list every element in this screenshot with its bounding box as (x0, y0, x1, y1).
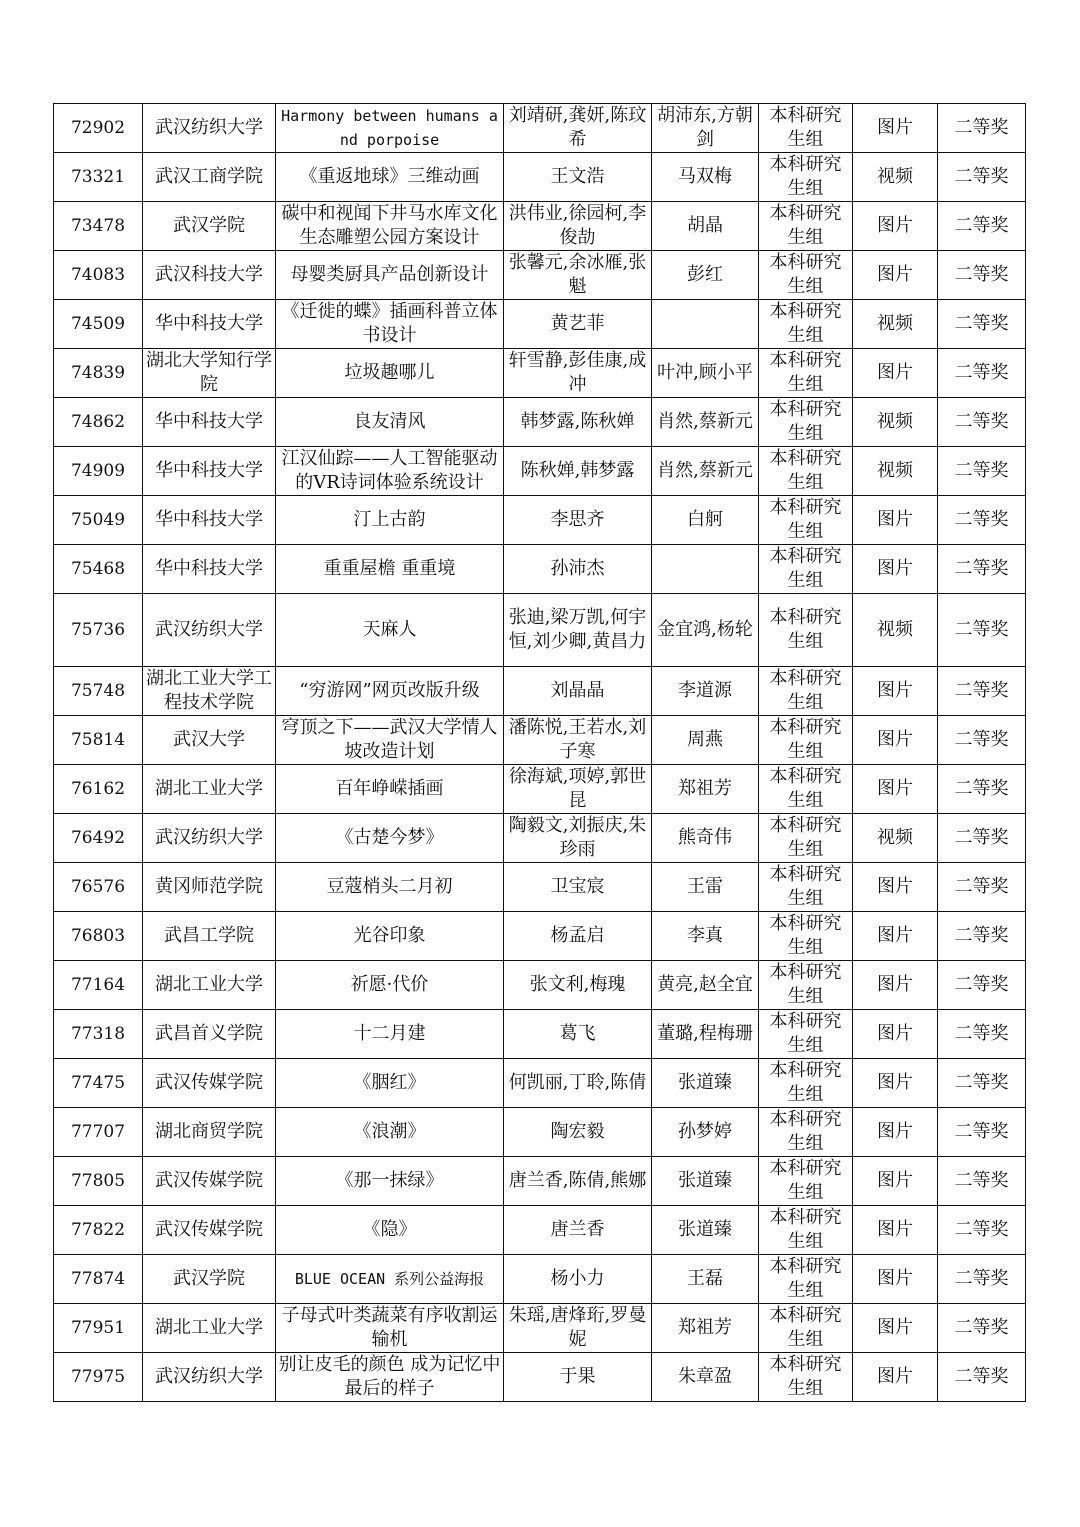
authors-cell: 韩梦露,陈秋婵 (504, 398, 652, 447)
award-level-cell: 二等奖 (938, 398, 1026, 447)
group-cell: 本科研究生组 (759, 765, 853, 814)
category-cell: 视频 (853, 447, 938, 496)
advisor-cell: 孙梦婷 (652, 1108, 759, 1157)
advisor-cell: 熊奇伟 (652, 814, 759, 863)
award-level-cell: 二等奖 (938, 1255, 1026, 1304)
table-row (54, 447, 1026, 496)
table-row (54, 1353, 1026, 1402)
category-cell: 图片 (853, 1010, 938, 1059)
award-id-cell: 76492 (54, 814, 143, 863)
authors-cell: 唐兰香 (504, 1206, 652, 1255)
award-id-cell: 75468 (54, 545, 143, 594)
group-cell: 本科研究生组 (759, 594, 853, 667)
group-cell: 本科研究生组 (759, 104, 853, 153)
school-cell: 武汉纺织大学 (143, 594, 276, 667)
advisor-cell: 董璐,程梅珊 (652, 1010, 759, 1059)
table-row (54, 667, 1026, 716)
award-id-cell: 76803 (54, 912, 143, 961)
work-title-cell: 子母式叶类蔬菜有序收割运输机 (276, 1304, 504, 1353)
category-cell: 图片 (853, 545, 938, 594)
group-cell: 本科研究生组 (759, 1010, 853, 1059)
award-level-cell: 二等奖 (938, 961, 1026, 1010)
advisor-cell: 王磊 (652, 1255, 759, 1304)
category-cell: 视频 (853, 594, 938, 667)
school-cell: 湖北工业大学 (143, 1304, 276, 1353)
work-title-cell: 十二月建 (276, 1010, 504, 1059)
award-id-cell: 75814 (54, 716, 143, 765)
award-level-cell: 二等奖 (938, 594, 1026, 667)
award-level-cell: 二等奖 (938, 202, 1026, 251)
award-level-cell: 二等奖 (938, 1059, 1026, 1108)
work-title-cell: 《隐》 (276, 1206, 504, 1255)
award-id-cell: 73321 (54, 153, 143, 202)
award-id-cell: 75049 (54, 496, 143, 545)
award-id-cell: 77805 (54, 1157, 143, 1206)
work-title-cell: 垃圾趣哪儿 (276, 349, 504, 398)
work-title-cell: 汀上古韵 (276, 496, 504, 545)
category-cell: 图片 (853, 961, 938, 1010)
category-cell: 图片 (853, 1206, 938, 1255)
category-cell: 视频 (853, 398, 938, 447)
table-row (54, 545, 1026, 594)
advisor-cell: 李道源 (652, 667, 759, 716)
table-row (54, 496, 1026, 545)
school-cell: 武汉传媒学院 (143, 1059, 276, 1108)
school-cell: 华中科技大学 (143, 300, 276, 349)
category-cell: 视频 (853, 153, 938, 202)
award-level-cell: 二等奖 (938, 1353, 1026, 1402)
award-level-cell: 二等奖 (938, 1010, 1026, 1059)
advisor-cell: 张道臻 (652, 1206, 759, 1255)
work-title-cell: 别让皮毛的颜色 成为记忆中最后的样子 (276, 1353, 504, 1402)
award-level-cell: 二等奖 (938, 251, 1026, 300)
award-level-cell: 二等奖 (938, 716, 1026, 765)
group-cell: 本科研究生组 (759, 814, 853, 863)
work-title-cell: 《浪潮》 (276, 1108, 504, 1157)
authors-cell: 刘靖研,龚妍,陈玟希 (504, 104, 652, 153)
category-cell: 图片 (853, 765, 938, 814)
work-title-cell: 《重返地球》三维动画 (276, 153, 504, 202)
school-cell: 武汉纺织大学 (143, 1353, 276, 1402)
group-cell: 本科研究生组 (759, 912, 853, 961)
award-id-cell: 74509 (54, 300, 143, 349)
award-id-cell: 77874 (54, 1255, 143, 1304)
award-level-cell: 二等奖 (938, 912, 1026, 961)
work-title-cell: 豆蔻梢头二月初 (276, 863, 504, 912)
school-cell: 武汉大学 (143, 716, 276, 765)
school-cell: 武汉纺织大学 (143, 104, 276, 153)
table-row (54, 104, 1026, 153)
authors-cell: 轩雪静,彭佳康,成冲 (504, 349, 652, 398)
group-cell: 本科研究生组 (759, 1157, 853, 1206)
work-title-cell: 《那一抹绿》 (276, 1157, 504, 1206)
authors-cell: 卫宝宸 (504, 863, 652, 912)
advisor-cell: 郑祖芳 (652, 1304, 759, 1353)
category-cell: 图片 (853, 1255, 938, 1304)
table-row (54, 765, 1026, 814)
category-cell: 图片 (853, 104, 938, 153)
work-title-cell: BLUE OCEAN 系列公益海报 (276, 1255, 504, 1304)
award-rows (54, 104, 1026, 1402)
table-row (54, 1206, 1026, 1255)
advisor-cell (652, 300, 759, 349)
category-cell: 视频 (853, 814, 938, 863)
work-title-cell: 母婴类厨具产品创新设计 (276, 251, 504, 300)
school-cell: 武昌工学院 (143, 912, 276, 961)
group-cell: 本科研究生组 (759, 1353, 853, 1402)
award-id-cell: 74083 (54, 251, 143, 300)
award-id-cell: 74909 (54, 447, 143, 496)
authors-cell: 陈秋婵,韩梦露 (504, 447, 652, 496)
advisor-cell: 黄亮,赵全宜 (652, 961, 759, 1010)
category-cell: 图片 (853, 202, 938, 251)
group-cell: 本科研究生组 (759, 496, 853, 545)
authors-cell: 唐兰香,陈倩,熊娜 (504, 1157, 652, 1206)
advisor-cell: 彭红 (652, 251, 759, 300)
work-title-cell: 江汉仙踪——人工智能驱动的VR诗词体验系统设计 (276, 447, 504, 496)
category-cell: 图片 (853, 349, 938, 398)
award-level-cell: 二等奖 (938, 104, 1026, 153)
category-cell: 图片 (853, 912, 938, 961)
award-level-cell: 二等奖 (938, 349, 1026, 398)
award-level-cell: 二等奖 (938, 300, 1026, 349)
work-title-cell: 祈愿·代价 (276, 961, 504, 1010)
authors-cell: 张馨元,余冰雁,张魁 (504, 251, 652, 300)
award-level-cell: 二等奖 (938, 153, 1026, 202)
advisor-cell: 张道臻 (652, 1157, 759, 1206)
award-level-cell: 二等奖 (938, 765, 1026, 814)
advisor-cell: 白舸 (652, 496, 759, 545)
table-row (54, 1157, 1026, 1206)
category-cell: 图片 (853, 1157, 938, 1206)
advisor-cell: 叶冲,顾小平 (652, 349, 759, 398)
group-cell: 本科研究生组 (759, 1206, 853, 1255)
advisor-cell: 周燕 (652, 716, 759, 765)
authors-cell: 何凯丽,丁聆,陈倩 (504, 1059, 652, 1108)
category-cell: 图片 (853, 1059, 938, 1108)
award-id-cell: 77975 (54, 1353, 143, 1402)
school-cell: 华中科技大学 (143, 398, 276, 447)
work-title-cell: “穷游网”网页改版升级 (276, 667, 504, 716)
award-id-cell: 74862 (54, 398, 143, 447)
work-title-cell: 《胭红》 (276, 1059, 504, 1108)
award-id-cell: 77164 (54, 961, 143, 1010)
award-id-cell: 73478 (54, 202, 143, 251)
authors-cell: 陶毅文,刘振庆,朱珍雨 (504, 814, 652, 863)
table-row (54, 153, 1026, 202)
advisor-cell: 王雷 (652, 863, 759, 912)
table-row (54, 594, 1026, 667)
group-cell: 本科研究生组 (759, 398, 853, 447)
authors-cell: 刘晶晶 (504, 667, 652, 716)
award-level-cell: 二等奖 (938, 545, 1026, 594)
advisor-cell (652, 545, 759, 594)
school-cell: 武昌首义学院 (143, 1010, 276, 1059)
authors-cell: 陶宏毅 (504, 1108, 652, 1157)
group-cell: 本科研究生组 (759, 961, 853, 1010)
group-cell: 本科研究生组 (759, 545, 853, 594)
table-row (54, 912, 1026, 961)
table-row (54, 1108, 1026, 1157)
category-cell: 图片 (853, 667, 938, 716)
school-cell: 武汉学院 (143, 1255, 276, 1304)
group-cell: 本科研究生组 (759, 447, 853, 496)
award-level-cell: 二等奖 (938, 1304, 1026, 1353)
group-cell: 本科研究生组 (759, 251, 853, 300)
advisor-cell: 张道臻 (652, 1059, 759, 1108)
work-title-cell: 光谷印象 (276, 912, 504, 961)
award-level-cell: 二等奖 (938, 667, 1026, 716)
group-cell: 本科研究生组 (759, 300, 853, 349)
work-title-cell: 《古楚今梦》 (276, 814, 504, 863)
authors-cell: 葛飞 (504, 1010, 652, 1059)
work-title-cell: 碳中和视闻下井马水库文化生态雕塑公园方案设计 (276, 202, 504, 251)
work-title-cell: 百年峥嵘插画 (276, 765, 504, 814)
table-row (54, 1010, 1026, 1059)
school-cell: 黄冈师范学院 (143, 863, 276, 912)
category-cell: 图片 (853, 1108, 938, 1157)
group-cell: 本科研究生组 (759, 863, 853, 912)
school-cell: 武汉传媒学院 (143, 1206, 276, 1255)
group-cell: 本科研究生组 (759, 1059, 853, 1108)
group-cell: 本科研究生组 (759, 153, 853, 202)
table-row (54, 1255, 1026, 1304)
authors-cell: 徐海斌,项婷,郭世昆 (504, 765, 652, 814)
category-cell: 图片 (853, 863, 938, 912)
school-cell: 武汉学院 (143, 202, 276, 251)
award-id-cell: 77822 (54, 1206, 143, 1255)
authors-cell: 于果 (504, 1353, 652, 1402)
authors-cell: 张文利,梅瑰 (504, 961, 652, 1010)
category-cell: 图片 (853, 251, 938, 300)
award-id-cell: 75748 (54, 667, 143, 716)
advisor-cell: 肖然,蔡新元 (652, 398, 759, 447)
advisor-cell: 胡晶 (652, 202, 759, 251)
authors-cell: 杨孟启 (504, 912, 652, 961)
school-cell: 湖北工业大学 (143, 765, 276, 814)
table-row (54, 398, 1026, 447)
award-level-cell: 二等奖 (938, 1206, 1026, 1255)
award-id-cell: 77951 (54, 1304, 143, 1353)
table-row (54, 251, 1026, 300)
authors-cell: 王文浩 (504, 153, 652, 202)
award-level-cell: 二等奖 (938, 1157, 1026, 1206)
award-id-cell: 77318 (54, 1010, 143, 1059)
table-row (54, 1304, 1026, 1353)
authors-cell: 孙沛杰 (504, 545, 652, 594)
table-row (54, 1059, 1026, 1108)
advisor-cell: 朱章盈 (652, 1353, 759, 1402)
group-cell: 本科研究生组 (759, 716, 853, 765)
advisor-cell: 郑祖芳 (652, 765, 759, 814)
work-title-cell: Harmony between humans and porpoise (276, 104, 504, 153)
work-title-cell: 天麻人 (276, 594, 504, 667)
advisor-cell: 马双梅 (652, 153, 759, 202)
school-cell: 湖北大学知行学院 (143, 349, 276, 398)
school-cell: 武汉科技大学 (143, 251, 276, 300)
award-level-cell: 二等奖 (938, 814, 1026, 863)
table-row (54, 300, 1026, 349)
school-cell: 华中科技大学 (143, 447, 276, 496)
award-id-cell: 75736 (54, 594, 143, 667)
school-cell: 华中科技大学 (143, 496, 276, 545)
group-cell: 本科研究生组 (759, 349, 853, 398)
advisor-cell: 胡沛东,方朝剑 (652, 104, 759, 153)
table-row (54, 716, 1026, 765)
award-level-cell: 二等奖 (938, 1108, 1026, 1157)
award-id-cell: 74839 (54, 349, 143, 398)
authors-cell: 黄艺菲 (504, 300, 652, 349)
table-row (54, 349, 1026, 398)
authors-cell: 洪伟业,徐园柯,李俊劼 (504, 202, 652, 251)
award-level-cell: 二等奖 (938, 863, 1026, 912)
group-cell: 本科研究生组 (759, 202, 853, 251)
work-title-cell: 穹顶之下——武汉大学情人坡改造计划 (276, 716, 504, 765)
school-cell: 武汉纺织大学 (143, 814, 276, 863)
authors-cell: 张迪,梁万凯,何宇恒,刘少卿,黄昌力 (504, 594, 652, 667)
work-title-cell: 《迁徙的蝶》插画科普立体书设计 (276, 300, 504, 349)
authors-cell: 潘陈悦,王若水,刘子寒 (504, 716, 652, 765)
group-cell: 本科研究生组 (759, 1304, 853, 1353)
school-cell: 湖北商贸学院 (143, 1108, 276, 1157)
table-row (54, 961, 1026, 1010)
award-level-cell: 二等奖 (938, 447, 1026, 496)
award-id-cell: 77707 (54, 1108, 143, 1157)
school-cell: 华中科技大学 (143, 545, 276, 594)
authors-cell: 李思齐 (504, 496, 652, 545)
school-cell: 武汉传媒学院 (143, 1157, 276, 1206)
table-row (54, 202, 1026, 251)
table-row (54, 863, 1026, 912)
category-cell: 图片 (853, 496, 938, 545)
group-cell: 本科研究生组 (759, 667, 853, 716)
advisor-cell: 肖然,蔡新元 (652, 447, 759, 496)
group-cell: 本科研究生组 (759, 1108, 853, 1157)
award-list-table (53, 103, 1026, 1402)
advisor-cell: 李真 (652, 912, 759, 961)
authors-cell: 朱瑶,唐烽珩,罗曼妮 (504, 1304, 652, 1353)
award-id-cell: 72902 (54, 104, 143, 153)
category-cell: 视频 (853, 300, 938, 349)
category-cell: 图片 (853, 1304, 938, 1353)
school-cell: 湖北工业大学 (143, 961, 276, 1010)
work-title-cell: 重重屋檐 重重境 (276, 545, 504, 594)
advisor-cell: 金宜鸿,杨轮 (652, 594, 759, 667)
category-cell: 图片 (853, 1353, 938, 1402)
school-cell: 武汉工商学院 (143, 153, 276, 202)
table-row (54, 814, 1026, 863)
work-title-cell: 良友清风 (276, 398, 504, 447)
category-cell: 图片 (853, 716, 938, 765)
school-cell: 湖北工业大学工程技术学院 (143, 667, 276, 716)
group-cell: 本科研究生组 (759, 1255, 853, 1304)
award-id-cell: 77475 (54, 1059, 143, 1108)
award-id-cell: 76576 (54, 863, 143, 912)
award-id-cell: 76162 (54, 765, 143, 814)
authors-cell: 杨小力 (504, 1255, 652, 1304)
award-level-cell: 二等奖 (938, 496, 1026, 545)
